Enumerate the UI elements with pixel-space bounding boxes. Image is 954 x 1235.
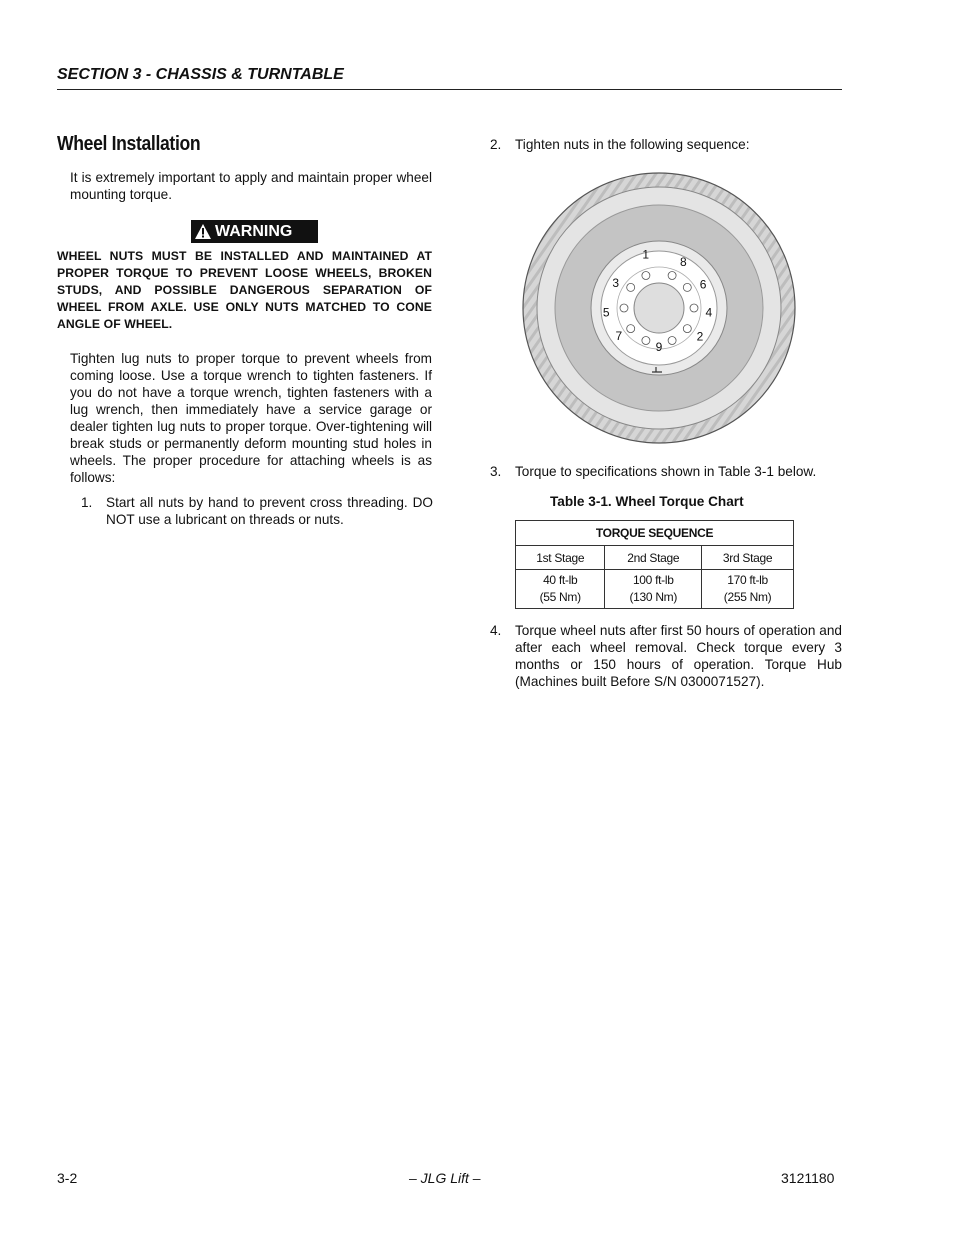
page-number: 3-2 xyxy=(57,1170,78,1186)
wheel-nut-sequence-figure xyxy=(520,170,798,446)
warning-badge xyxy=(191,220,318,243)
sequence-label: 2 xyxy=(696,329,704,344)
lug-nut xyxy=(668,272,676,280)
sequence-label: 4 xyxy=(705,305,713,320)
step-text: Tighten nuts in the following sequence: xyxy=(515,137,750,152)
lug-nut xyxy=(627,283,635,291)
sequence-label: 8 xyxy=(680,255,687,270)
hub-center xyxy=(634,283,684,333)
table-header: TORQUE SEQUENCE xyxy=(516,521,794,546)
table-title: Table 3-1. Wheel Torque Chart xyxy=(550,494,744,509)
torque-nm: (255 Nm) xyxy=(723,590,772,604)
section-header: SECTION 3 - CHASSIS & TURNTABLE xyxy=(57,66,344,83)
step-text: Start all nuts by hand to prevent cross threading. DO NOT use a lubricant on threads or nuts. xyxy=(106,495,433,527)
step-number: 2. xyxy=(490,137,502,152)
table-cell xyxy=(516,570,605,609)
step-number: 3. xyxy=(490,464,502,479)
page-title: Wheel Installation xyxy=(57,133,201,155)
sequence-label: 1 xyxy=(642,247,650,262)
step-text: Torque to specifications shown in Table 3-1 below. xyxy=(515,464,817,479)
header-divider xyxy=(57,89,842,90)
body-paragraph: Tighten lug nuts to proper torque to prevent wheels from coming loose. Use a torque wrench to tighten fasteners. If you do not have a torque wrench, tighten fasteners with a lug wrench, then immediately have a service garage or dealer tighten lug nuts to proper torque. Over-tightening will break studs or permanently deform mounting stud holes in wheels. The proper procedure for attaching wheels is as follows: xyxy=(70,351,432,485)
warning-text: WHEEL NUTS MUST BE INSTALLED AND MAINTAINED AT PROPER TORQUE TO PREVENT LOOSE WHEELS, BROKEN STUDS, AND POSSIBLE DANGEROUS SEPARATION OF WHEEL FROM AXLE. USE ONLY NUTS MATCHED TO CONE ANGLE OF WHEEL. xyxy=(57,249,432,331)
sequence-label: 9 xyxy=(655,340,663,354)
torque-ftlb: 40 ft-lb xyxy=(543,573,578,587)
lug-nut xyxy=(683,325,691,333)
step-text: Torque wheel nuts after first 50 hours of operation and after each wheel removal. Check torque every 3 months or 150 hours of operation. Torque Hub (Machines built Before S/N 0300071527). xyxy=(515,623,842,689)
sequence-label: 5 xyxy=(602,305,610,320)
intro-paragraph: It is extremely important to apply and maintain proper wheel mounting torque. xyxy=(70,170,432,202)
table-cell xyxy=(605,570,702,609)
step-number: 1. xyxy=(81,495,93,510)
lug-nut xyxy=(642,337,650,345)
footer-brand: – JLG Lift – xyxy=(409,1170,481,1186)
warning-label: WARNING xyxy=(215,222,293,240)
step-number: 4. xyxy=(490,623,502,638)
document-number: 3121180 xyxy=(781,1170,835,1186)
lug-nut xyxy=(627,325,635,333)
table-cell xyxy=(702,570,794,609)
lug-nut xyxy=(683,283,691,291)
torque-nm: (55 Nm) xyxy=(539,590,581,604)
lug-nut xyxy=(620,304,628,312)
torque-table xyxy=(515,520,794,609)
lug-nut xyxy=(642,272,650,280)
sequence-label: 6 xyxy=(699,277,707,292)
column-header: 1st Stage xyxy=(516,546,605,570)
lug-nut xyxy=(690,304,698,312)
torque-ftlb: 170 ft-lb xyxy=(727,573,768,587)
lug-nut xyxy=(668,337,676,345)
torque-ftlb: 100 ft-lb xyxy=(632,573,674,587)
column-header: 3rd Stage xyxy=(702,546,794,570)
warning-triangle-icon xyxy=(191,220,215,243)
sequence-label: 7 xyxy=(615,329,623,344)
torque-nm: (130 Nm) xyxy=(629,590,678,604)
column-header: 2nd Stage xyxy=(605,546,702,570)
sequence-label: 3 xyxy=(612,276,620,290)
